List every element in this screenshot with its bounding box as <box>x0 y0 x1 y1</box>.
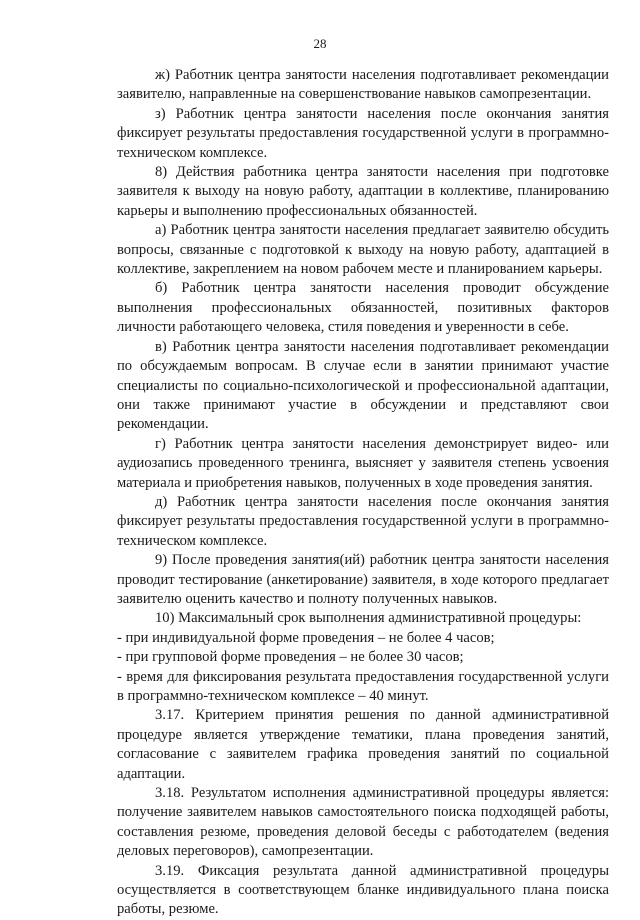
paragraph-8: 8) Действия работника центра занятости населения при подготовке заявителя к выходу на новую работу, адаптации в коллективе, планированию карьеры и выполнению профессиональных обязанностей. <box>117 164 609 219</box>
paragraph-3-18: 3.18. Результатом исполнения административной процедуры является: получение заявителем навыков самостоятельного поиска подходящей работы, составления резюме, проведения деловой беседы с работодателем (ведения деловых переговоров), самопрезентации. <box>117 785 609 860</box>
page-number: 28 <box>313 36 327 51</box>
list-item-group: - при групповой форме проведения – не более 30 часов; <box>117 649 464 666</box>
paragraph-a: а) Работник центра занятости населения предлагает заявителю обсудить вопросы, связанные с подготовкой к выходу на новую работу, адаптацией в коллективе, закреплением на новом рабочем месте и планированием карьеры. <box>117 222 609 278</box>
paragraph-b: б) Работник центра занятости населения проводит обсуждение выполнения профессиональных обязанностей, позитивных факторов личности работающего человека, стиля поведения и уверенности в себе. <box>117 280 609 336</box>
paragraph-z: з) Работник центра занятости населения после окончания занятия фиксирует результаты предоставления государственной услуги в программно-техническом комплексе. <box>117 105 609 161</box>
paragraph-3-19: 3.19. Фиксация результата данной административной процедуры осуществляется в соответствующем бланке индивидуального плана поиска работы, резюме. <box>117 862 609 918</box>
paragraph-10: 10) Максимальный срок выполнения административной процедуры: <box>155 610 582 627</box>
paragraph-3-17: 3.17. Критерием принятия решения по данной административной процедуре является утверждение тематики, плана проведения занятий, согласование с заявителем графика проведения занятий по социальной адаптации. <box>117 707 609 782</box>
paragraph-v: в) Работник центра занятости населения подготавливает рекомендации по обсуждаемым вопросам. В случае если в занятии принимают участие специалисты по социально-психологической и профессиональной адаптации, они также принимают участие в обсуждении и представляют свои рекомендации. <box>117 338 609 433</box>
list-item-individual: - при индивидуальной форме проведения – не более 4 часов; <box>117 629 495 646</box>
paragraph-9: 9) После проведения занятия(ий) работник центра занятости населения проводит тестирование (анкетирование) заявителя, в ходе которого предлагает заявителю оценить качество и полноту полученных навыков. <box>117 552 609 607</box>
list-item-fixation-time: - время для фиксирования результата предоставления государственной услуги в программно-техническом комплексе – 40 минут. <box>117 668 609 704</box>
paragraph-zh: ж) Работник центра занятости населения подготавливает рекомендации заявителю, направленные на совершенствование навыков самопрезентации. <box>117 67 609 103</box>
paragraph-g: г) Работник центра занятости населения демонстрирует видео- или аудиозапись проведенного тренинга, выясняет у заявителя степень усвоения материала и приобретения навыков, полученных в ходе проведения занятия. <box>117 435 609 491</box>
document-body <box>117 66 609 920</box>
paragraph-d: д) Работник центра занятости населения после окончания занятия фиксирует результаты предоставления государственной услуги в программно-техническом комплексе. <box>117 493 609 549</box>
